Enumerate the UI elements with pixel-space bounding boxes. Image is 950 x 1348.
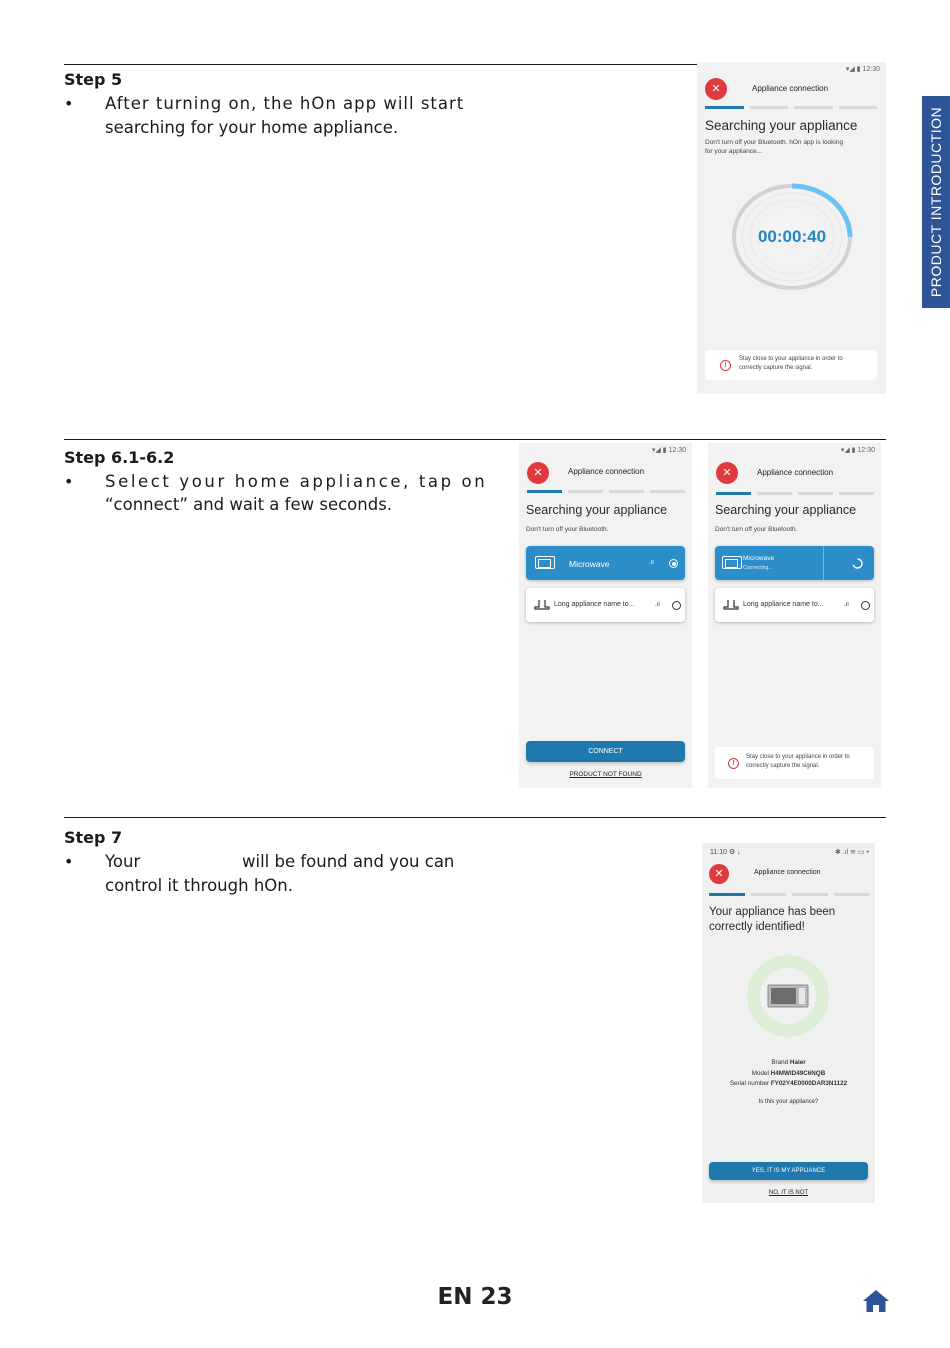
signal-icon: .ıl	[844, 602, 849, 608]
screenshot-connecting	[708, 443, 881, 788]
progress-steps	[705, 106, 877, 109]
appliance-image-ring	[747, 955, 829, 1037]
status-bar: ▾◢ ▮ 12:30	[651, 447, 686, 454]
appliance-details: Brand Haier Model H4MWID49C6NQB Serial number FY02Y4E0000DAR3N1122	[729, 1059, 848, 1087]
hood-icon	[534, 599, 550, 611]
screenshot-select-appliance	[519, 443, 692, 788]
step6-title: Step 6.1-6.2	[64, 448, 175, 467]
home-icon[interactable]	[862, 1288, 890, 1314]
bullet: •	[64, 472, 74, 491]
status-bar: ▾◢ ▮ 12:30	[840, 447, 875, 454]
microwave-icon	[767, 984, 809, 1008]
page-number: EN 23	[437, 1284, 513, 1310]
step7-text-line2: control it through hOn.	[105, 876, 293, 895]
status-bar-time: 11:10 ⚙ ↓	[710, 849, 741, 856]
screen-heading: Your appliance has been correctly identified!	[709, 906, 836, 933]
radio-icon[interactable]	[672, 601, 681, 610]
divider	[64, 817, 886, 818]
header-title: Appliance connection	[568, 467, 645, 476]
microwave-icon	[535, 556, 555, 569]
not-my-appliance-link[interactable]: NO, IT IS NOT	[768, 1190, 809, 1196]
signal-icon: .ıl	[655, 602, 660, 608]
progress-steps	[527, 490, 685, 493]
screenshot-identified	[702, 843, 875, 1203]
confirm-question: Is this your appliance?	[758, 1099, 819, 1105]
screen-subtext: Don't turn off your Bluetooth.	[715, 526, 798, 533]
appliance-option-hood[interactable]	[526, 588, 685, 622]
screen-heading: Searching your appliance	[715, 503, 857, 517]
step7-text-line1a: Your	[105, 852, 141, 871]
close-icon[interactable]: ✕	[709, 864, 729, 884]
warning-icon: !	[720, 360, 731, 371]
hood-icon	[723, 599, 739, 611]
step5-text-line1: After turning on, the hOn app will start	[105, 94, 465, 113]
signal-note: ! Stay close to your appliance in order to correctly capture the signal.	[715, 747, 874, 779]
header-title: Appliance connection	[757, 468, 834, 477]
step7-title: Step 7	[64, 828, 123, 847]
appliance-name: Long appliance name to...	[554, 601, 635, 608]
status-bar: ✱ .ıl ≋ ▭ •	[834, 849, 869, 856]
appliance-name: Long appliance name to...	[743, 601, 824, 608]
close-icon[interactable]: ✕	[705, 78, 727, 100]
step6-text-line2: “connect” and wait a few seconds.	[105, 495, 393, 514]
status-bar: ▾◢ ▮ 12:30	[845, 66, 880, 73]
microwave-icon	[722, 556, 742, 569]
signal-note: ! Stay close to your appliance in order to correctly capture the signal.	[705, 350, 877, 380]
screen-subtext: Don't turn off your Bluetooth.	[526, 526, 609, 533]
header-title: Appliance connection	[754, 869, 821, 876]
progress-steps	[709, 893, 869, 896]
bullet: •	[64, 94, 74, 113]
product-not-found-link[interactable]: PRODUCT NOT FOUND	[569, 771, 642, 778]
close-icon[interactable]: ✕	[716, 462, 738, 484]
divider	[64, 439, 886, 440]
timer-value: 00:00:40	[757, 227, 827, 246]
step5-title: Step 5	[64, 70, 123, 89]
warning-icon: !	[728, 758, 739, 769]
divider	[64, 64, 697, 65]
appliance-name: Microwave	[569, 559, 610, 569]
yes-my-appliance-button[interactable]: YES, IT IS MY APPLIANCE	[709, 1162, 868, 1180]
step5-text-line2: searching for your home appliance.	[105, 118, 399, 137]
screen-heading: Searching your appliance	[526, 503, 668, 517]
appliance-option-hood[interactable]	[715, 588, 874, 622]
screenshot-searching	[697, 62, 886, 394]
progress-steps	[716, 492, 874, 495]
connect-button[interactable]: CONNECT	[526, 741, 685, 762]
bullet: •	[64, 852, 74, 871]
screen-subtext: Don't turn off your Bluetooth. hOn app is looking for your appliance...	[705, 139, 844, 155]
section-tab-label: PRODUCT INTRODUCTION	[928, 106, 944, 298]
radio-icon[interactable]	[861, 601, 870, 610]
close-icon[interactable]: ✕	[527, 462, 549, 484]
header-title: Appliance connection	[752, 84, 829, 93]
step7-text-line1b: will be found and you can	[242, 852, 455, 871]
radio-selected-icon[interactable]	[669, 559, 678, 568]
signal-icon: .ıl	[649, 560, 654, 566]
section-tab	[922, 96, 950, 308]
appliance-name: Microwave	[743, 555, 775, 562]
step6-text-line1: Select your home appliance, tap on	[105, 472, 488, 491]
appliance-option-microwave[interactable]	[526, 546, 685, 580]
connection-status: Connecting...	[743, 565, 773, 571]
loading-spinner-icon	[852, 558, 863, 569]
appliance-option-microwave[interactable]	[715, 546, 874, 580]
screen-heading: Searching your appliance	[705, 118, 858, 133]
